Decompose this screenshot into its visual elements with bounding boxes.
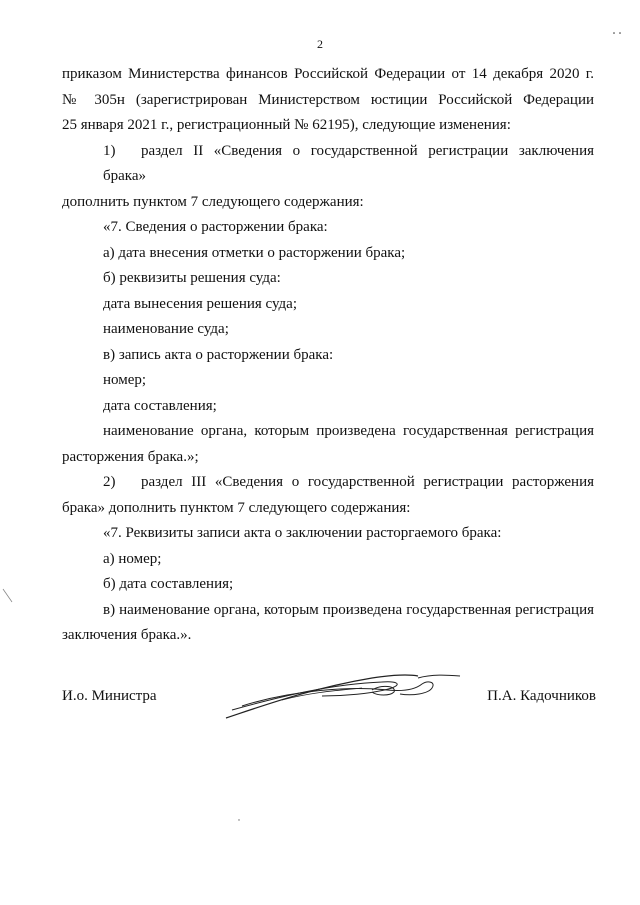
scan-speck [236,818,242,822]
list-item-text: раздел II «Сведения о государственной регистрации заключения брака» [103,142,594,184]
paragraph-line: приказом Министерства финансов Российской Федерации от 14 декабря 2020 г. [62,66,594,82]
quoted-line: дата составления; [103,397,217,414]
list-item-2 [62,470,594,496]
signatory-name: П.А. Кадочников [487,688,596,704]
quoted-line: номер; [103,372,147,388]
paragraph-line: брака» дополнить пунктом 7 следующего содержания: [62,499,411,516]
page-number: 2 [317,37,323,51]
quoted-line: б) дата составления; [103,576,234,592]
scan-mark [2,588,14,604]
quoted-line: а) номер; [103,550,162,567]
list-item-number: 2) [103,474,116,490]
quoted-line: в) наименование органа, которым произведена государственная регистрация [103,601,594,618]
quoted-line: наименование суда; [103,321,229,337]
list-item-1 [62,139,594,190]
list-item-text: раздел III «Сведения о государственной регистрации расторжения [141,474,594,490]
paragraph-line: дополнить пунктом 7 следующего содержания: [62,193,364,210]
quoted-line: расторжения брака.»; [62,448,199,465]
handwritten-signature [222,666,462,726]
signatory-title: И.о. Министра [62,688,157,704]
paragraph-line: 25 января 2021 г., регистрационный № 62195), следующие изменения: [62,117,511,133]
paragraph-line: № 305н (зарегистрирован Министерством юстиции Российской Федерации [62,91,594,108]
list-item-number: 1) [103,142,116,159]
quoted-line: наименование органа, которым произведена государственная регистрация [103,423,594,439]
quoted-line: «7. Сведения о расторжении брака: [103,219,328,235]
quoted-line: заключения брака.». [62,627,192,643]
quoted-line: в) запись акта о расторжении брака: [103,346,334,363]
document-body [62,62,594,649]
quoted-line: дата вынесения решения суда; [103,295,298,312]
quoted-line: а) дата внесения отметки о расторжении брака; [103,244,406,261]
quoted-line: «7. Реквизиты записи акта о заключении расторгаемого брака: [103,525,502,541]
scan-speck [612,30,624,36]
quoted-line: б) реквизиты решения суда: [103,270,281,286]
